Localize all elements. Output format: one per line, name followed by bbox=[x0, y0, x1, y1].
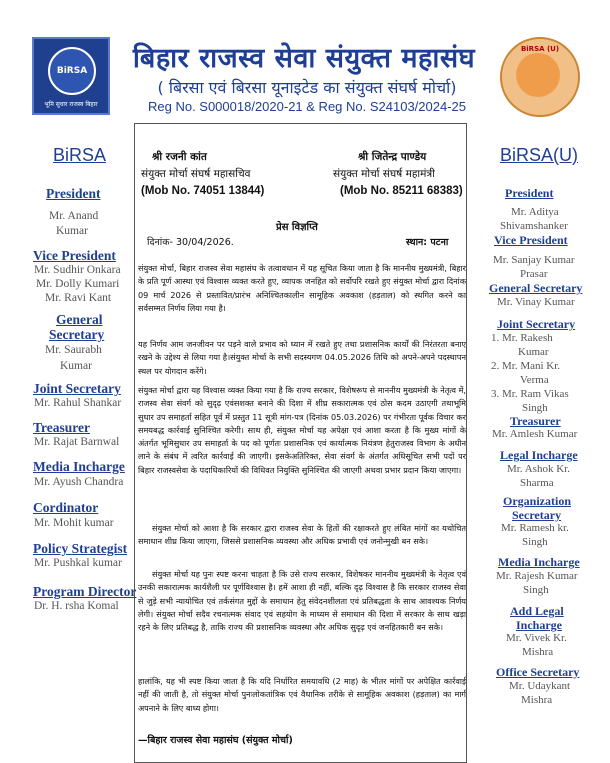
left-role-policy-strategist: Policy Strategist bbox=[33, 541, 128, 556]
right-role-legal-incharge: Legal Incharge bbox=[500, 448, 578, 462]
left-name: Mr. Ravi Kant bbox=[45, 292, 112, 304]
right-name: Kumar bbox=[518, 346, 549, 358]
left-role-vice-president: Vice President bbox=[33, 248, 116, 263]
left-name: Kumar bbox=[60, 360, 92, 372]
left-name: Mr. Pushkal kumar bbox=[34, 557, 122, 569]
birsa-logo-text: BiRSA bbox=[56, 66, 88, 76]
right-name: Singh bbox=[522, 536, 548, 548]
paragraph-2: यह निर्णय आम जनजीवन पर पड़ने वाले प्रभाव को ध्यान में रखते हुए तथा प्रशासनिक कार्यों की निरंतरता बनाए रखने के उद्देश्य से लिया गया है।संयुक्त मोर्चा के सभी सदस्यगण 04.05.2026 तिथि को अपने-अपने पदस्थापन स्थल पर योगदान करेंगे। bbox=[138, 339, 466, 376]
right-role-add-legal: Add Legal bbox=[510, 604, 564, 618]
right-name: Mr. Ashok Kr. bbox=[507, 463, 570, 475]
right-role-organization: Organization bbox=[503, 494, 571, 508]
paragraph-6: हालांकि, यह भी स्पष्ट किया जाता है कि यदि निर्धारित समयावधि (2 माह) के भीतर मांगों पर अपेक्षित कार्रवाई नहीं की जाती है, तो संयुक्त मोर्चा पुनःलोकतांत्रिक एवं वैधानिक तरीके से सामूहिक अवकाश (हड़ताल) का मार्ग अपनाने के लिए बाध्य होगा। bbox=[138, 676, 466, 713]
press-footer: —बिहार राजस्व सेवा महासंघ (संयुक्त मोर्चा) bbox=[138, 735, 293, 746]
left-name: Kumar bbox=[56, 225, 88, 237]
right-role-vice-president: Vice President bbox=[494, 233, 568, 247]
left-name: Mr. Saurabh bbox=[45, 344, 102, 356]
left-name: Mr. Ayush Chandra bbox=[34, 476, 124, 488]
press-place: स्थान: पटना bbox=[406, 237, 449, 248]
right-signatory-role: संयुक्त मोर्चा संघर्ष महामंत्री bbox=[333, 168, 435, 180]
right-role-media-incharge: Media Incharge bbox=[498, 555, 580, 569]
right-role-office-secretary: Office Secretary bbox=[496, 665, 580, 679]
left-signatory-name: श्री रजनी कांत bbox=[152, 151, 207, 163]
right-name: Mr. Ramesh kr. bbox=[501, 522, 569, 534]
right-name: Sharma bbox=[520, 477, 554, 489]
paragraph-1: संयुक्त मोर्चा, बिहार राजस्व सेवा महासंघ के तत्वावधान में यह सूचित किया जाता है कि माननीय मुख्यमंत्री, बिहार के प्रति पूर्ण आस्था एवं विश्वास व्यक्त करते हुए, व्यापक जनहित को सर्वोपरि रखते हुए संयुक्त मोर्चा द्वारा दिनांक 09 मार्च 2026 से प्रस्तावित/प्रारंभ अनिश्चितकालीन सामूहिक अवकाश (हड़ताल) को स्थगित करने का सर्वसम्मत निर्णय लिया गया है। bbox=[138, 263, 466, 313]
right-name: Mr. Vivek Kr. bbox=[506, 632, 567, 644]
left-sidebar-brand: BiRSA bbox=[53, 145, 107, 165]
left-signatory-role: संयुक्त मोर्चा संघर्ष महासचिव bbox=[141, 168, 251, 180]
right-name: 3. Mr. Ram Vikas bbox=[491, 388, 569, 400]
paragraph-3: संयुक्त मोर्चा द्वारा यह विश्वास व्यक्त किया गया है कि राज्य सरकार, विशेषरूप से माननीय मुख्यमंत्री के नेतृत्व में, राजस्व सेवा संवर्ग को सुदृढ़ एवंसशक्त बनाने की दिशा में शीघ्र सकारात्मक एवं ठोस कदम उठाएगी तथाभूमि सुधार उप समाहर्ता सहित पूर्व में प्रस्तुत 11 सूत्री मांग-पत्र (दिनांक 05.03.2026) पर गंभीरता पूर्वक विचार कर समयबद्ध कार्रवाई सुनिश्चित करेगी। साथ ही, संयुक्त मोर्चा यह अपेक्षा एवं आशा करता है कि मुख्य मांगों के अंतर्गत भूमिसुधार उप समाहर्ता के पद को पूर्णतः प्रशासनिक एवं कार्यात्मक नियंत्रण हेतुराजस्व विभाग के अधीन लाने के संबंध में त्वरित कार्रवाई की जाएगी। इसकेअतिरिक्त, सेवा संवर्ग के अंतर्गत अधिसूचित सभी पदों पर बिहार राजस्वसेवा के पदाधिकारियों की विधिवत नियुक्ति सुनिश्चित की जाएगी अथवा प्रभार प्रदान किया जाएगा। bbox=[138, 385, 466, 475]
left-name: Mr. Rahul Shankar bbox=[34, 397, 122, 409]
right-role-joint-secretary: Joint Secretary bbox=[497, 317, 576, 331]
right-name: Mr. Amlesh Kumar bbox=[492, 428, 578, 440]
press-release-heading: प्रेस विज्ञप्ति bbox=[276, 222, 318, 233]
right-signatory-mobile: (Mob No. 85211 68383) bbox=[340, 185, 463, 197]
left-signatory-mobile: (Mob No. 74051 13844) bbox=[141, 185, 265, 197]
right-role-secretary: Secretary bbox=[512, 508, 562, 522]
right-role-general-secretary: General Secretary bbox=[489, 281, 583, 295]
right-name: Mishra bbox=[521, 694, 553, 706]
registration-numbers: Reg No. S000018/2020-21 & Reg No. S24103/2024-25 bbox=[147, 99, 466, 114]
paragraph-4: संयुक्त मोर्चा को आशा है कि सरकार द्वारा राजस्व सेवा के हितों की रक्षाकरते हुए लंबित मांगों का यथोचित समाधान शीघ्र किया जाएगा, जिससे प्रशासनिक व्यवस्था और अधिक प्रभावी एवं जनोन्मुखी बन सके। bbox=[138, 523, 466, 547]
press-date: दिनांक- 30/04/2026. bbox=[147, 237, 234, 248]
right-name: Mishra bbox=[522, 646, 554, 658]
right-sidebar-brand: BiRSA(U) bbox=[500, 145, 579, 165]
left-role-media-incharge: Media Incharge bbox=[33, 459, 125, 474]
right-role-president: President bbox=[505, 186, 554, 200]
org-subtitle: ( बिरसा एवं बिरसा यूनाइटेड का संयुक्त संघर्ष मोर्चा) bbox=[157, 78, 457, 97]
left-role-treasurer: Treasurer bbox=[33, 420, 90, 435]
right-name: Mr. Vinay Kumar bbox=[497, 296, 575, 308]
birsa-logo bbox=[32, 37, 110, 115]
right-name: Singh bbox=[522, 402, 548, 414]
right-name: Verma bbox=[520, 374, 549, 386]
left-role-program-director: Program Director bbox=[33, 584, 137, 599]
birsa-u-logo bbox=[500, 37, 580, 117]
right-name: Mr. Sanjay Kumar bbox=[493, 254, 575, 266]
right-signatory-name: श्री जितेन्द्र पाण्डेय bbox=[358, 151, 427, 163]
right-role-incharge: Incharge bbox=[516, 618, 562, 632]
org-title: बिहार राजस्व सेवा संयुक्त महासंघ bbox=[132, 43, 476, 74]
birsa-u-logo-text: BiRSA (U) bbox=[520, 45, 560, 53]
left-name: Mr. Rajat Barnwal bbox=[34, 436, 120, 448]
paragraph-5: संयुक्त मोर्चा यह पुनः स्पष्ट करना चाहता है कि उसे राज्य सरकार, विशेषकर माननीय मुख्यमंत्री के नेतृत्व एवं उनकी सकारात्मक कार्यशैली पर पूर्णविश्वास है। हमें आशा ही नहीं, बल्कि दृढ़ विश्वास है कि सरकार राजस्व सेवा से जुड़े सभी न्यायोचित एवं तर्कसंगत मुद्दों के समाधान हेतु संवेदनशीलता एवं प्रतिबद्धता के साथ आवश्यक निर्णय लेगी। संयुक्त मोर्चा सदैव रचनात्मक संवाद एवं सहयोग के माध्यम से समाधान की दिशा में सरकार के साथ खड़ा रहने के लिए प्रतिबद्ध है, ताकि राज्य की प्रशासनिक व्यवस्था और अधिक सुदृढ़ एवं जनहितकारी बन सके। bbox=[138, 569, 466, 633]
right-name: 2. Mr. Mani Kr. bbox=[491, 360, 561, 372]
right-name: Prasar bbox=[520, 268, 548, 280]
left-role-cordinator: Cordinator bbox=[33, 500, 99, 515]
right-name: Mr. Rajesh Kumar bbox=[496, 570, 578, 582]
birsa-logo-tagline: भूमि सुधार राजस्व बिहार bbox=[44, 101, 98, 108]
right-role-treasurer: Treasurer bbox=[510, 414, 561, 428]
left-name: Mr. Anand bbox=[49, 210, 99, 222]
right-name: Singh bbox=[523, 584, 549, 596]
left-role-joint-secretary: Joint Secretary bbox=[33, 381, 121, 396]
left-name: Mr. Sudhir Onkara bbox=[34, 264, 121, 276]
right-name: Mr. Aditya bbox=[511, 206, 559, 218]
left-role-president: President bbox=[46, 186, 101, 201]
right-name: Mr. Udaykant bbox=[509, 680, 571, 692]
left-name: Mr. Mohit kumar bbox=[34, 517, 114, 529]
left-name: Mr. Dolly Kumari bbox=[36, 278, 120, 290]
left-role-general: General bbox=[56, 312, 103, 327]
right-name: Shivamshanker bbox=[500, 220, 568, 232]
left-role-secretary: Secretary bbox=[49, 327, 105, 342]
left-name: Dr. H. rsha Komal bbox=[34, 600, 119, 612]
right-name: 1. Mr. Rakesh bbox=[491, 332, 553, 344]
